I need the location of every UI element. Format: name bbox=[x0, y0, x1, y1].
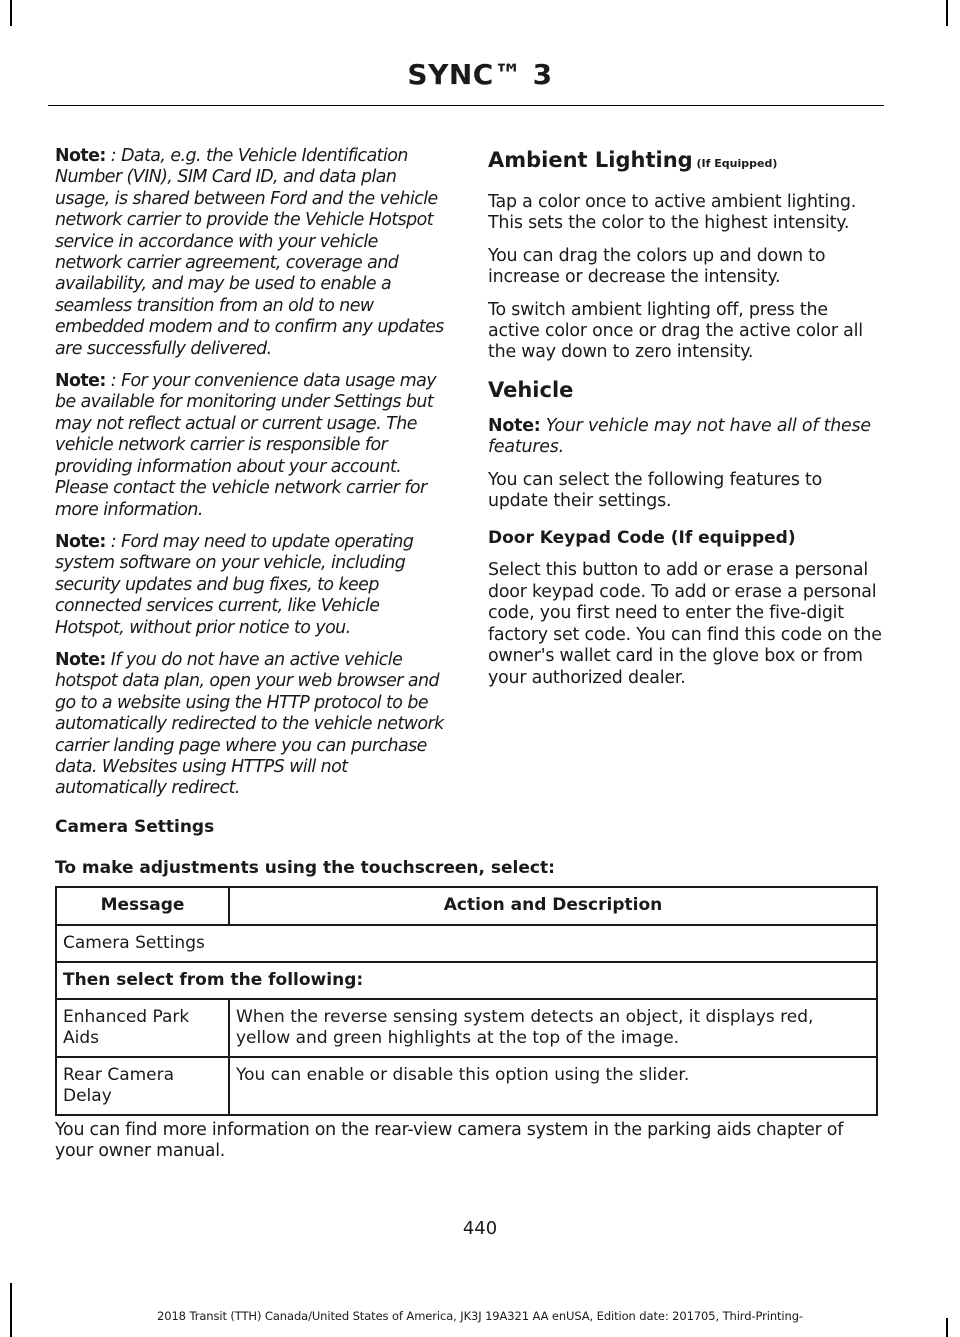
page-number: 440 bbox=[462, 1218, 498, 1239]
ambient-lighting-heading: Ambient Lighting (If Equipped) bbox=[488, 148, 778, 172]
vehicle-heading: Vehicle bbox=[488, 377, 574, 402]
note-hotspot-plan: Note: If you do not have an active vehicle hotspot data plan, open your web browser and go to a website using the HTTP protocol to be automatically redirected to the vehicle network carrier landing page where you can purchase data. Websites using HTTPS will not automatically redirect. bbox=[55, 649, 444, 799]
ambient-paragraph: To switch ambient lighting off, press the active color once or drag the active color all the way down to zero intensity. bbox=[488, 299, 863, 363]
table-cell-description: When the reverse sensing system detects an object, it displays red, yellow and green highlights at the top of the image. bbox=[229, 999, 877, 1057]
table-cell-description: You can enable or disable this option using the slider. bbox=[229, 1057, 877, 1115]
ambient-paragraph: Tap a color once to active ambient lighting. This sets the color to the highest intensity. bbox=[488, 192, 857, 234]
vehicle-note: Note: Your vehicle may not have all of these features. bbox=[488, 415, 871, 458]
camera-intro: To make adjustments using the touchscreen, select: bbox=[55, 858, 555, 878]
table-cell: Then select from the following: bbox=[56, 962, 877, 999]
right-column bbox=[488, 146, 884, 700]
ambient-paragraph: You can drag the colors up and down to increase or decrease the intensity. bbox=[488, 245, 826, 288]
crop-mark-top-left bbox=[10, 0, 12, 26]
column-header-action: Action and Description bbox=[229, 887, 877, 925]
vehicle-paragraph: You can select the following features to update their settings. bbox=[488, 469, 823, 512]
left-column bbox=[55, 146, 449, 811]
note-data-sharing: Note: : Data, e.g. the Vehicle Identification Number (VIN), SIM Card ID, and data plan usage, is shared between Ford and the vehicle network carrier to provide the Vehicle Hotspot service in accordance with your vehicle network carrier agreement, coverage and availability, and may be used to enable a seamless transition from an old to new embedded modem and to confirm any updates are successfully delivered. bbox=[55, 146, 444, 359]
table-cell-message: Enhanced Park Aids bbox=[56, 999, 229, 1057]
table-row bbox=[56, 999, 877, 1057]
note-software-update: Note: : Ford may need to update operating system software on your vehicle, including security updates and bug fixes, to keep connected services current, like Vehicle Hotspot, without prior notice to you. bbox=[55, 531, 414, 638]
door-keypad-paragraph: Select this button to add or erase a personal door keypad code. To add or erase a personal code, you first need to enter the five-digit factory set code. You can find this code on the owner's wallet card in the glove box or from your authorized dealer. bbox=[488, 560, 882, 688]
table-row bbox=[56, 962, 877, 999]
page-title: SYNC™ 3 bbox=[407, 58, 553, 91]
header-rule bbox=[48, 105, 884, 106]
table-row bbox=[56, 925, 877, 962]
column-header-message: Message bbox=[56, 887, 229, 925]
camera-settings-table bbox=[55, 886, 878, 1116]
table-cell-message: Rear Camera Delay bbox=[56, 1057, 229, 1115]
camera-outro: You can find more information on the rear-view camera system in the parking aids chapter of your owner manual. bbox=[55, 1120, 844, 1162]
table-cell: Camera Settings bbox=[56, 925, 877, 962]
table-row bbox=[56, 1057, 877, 1115]
footer-edition: 2018 Transit (TTH) Canada/United States of America, JK3J 19A321 AA enUSA, Edition date: 201705, Third-Printing- bbox=[157, 1309, 803, 1323]
crop-mark-top-right bbox=[946, 0, 948, 26]
note-data-usage: Note: : For your convenience data usage may be available for monitoring under Settings but may not reflect actual or current usage. The vehicle network carrier is responsible for providing information about your account. Please contact the vehicle network carrier for more information. bbox=[55, 371, 436, 520]
table-header-row bbox=[56, 887, 877, 925]
camera-settings-heading: Camera Settings bbox=[55, 817, 215, 837]
door-keypad-heading: Door Keypad Code (If equipped) bbox=[488, 528, 796, 549]
